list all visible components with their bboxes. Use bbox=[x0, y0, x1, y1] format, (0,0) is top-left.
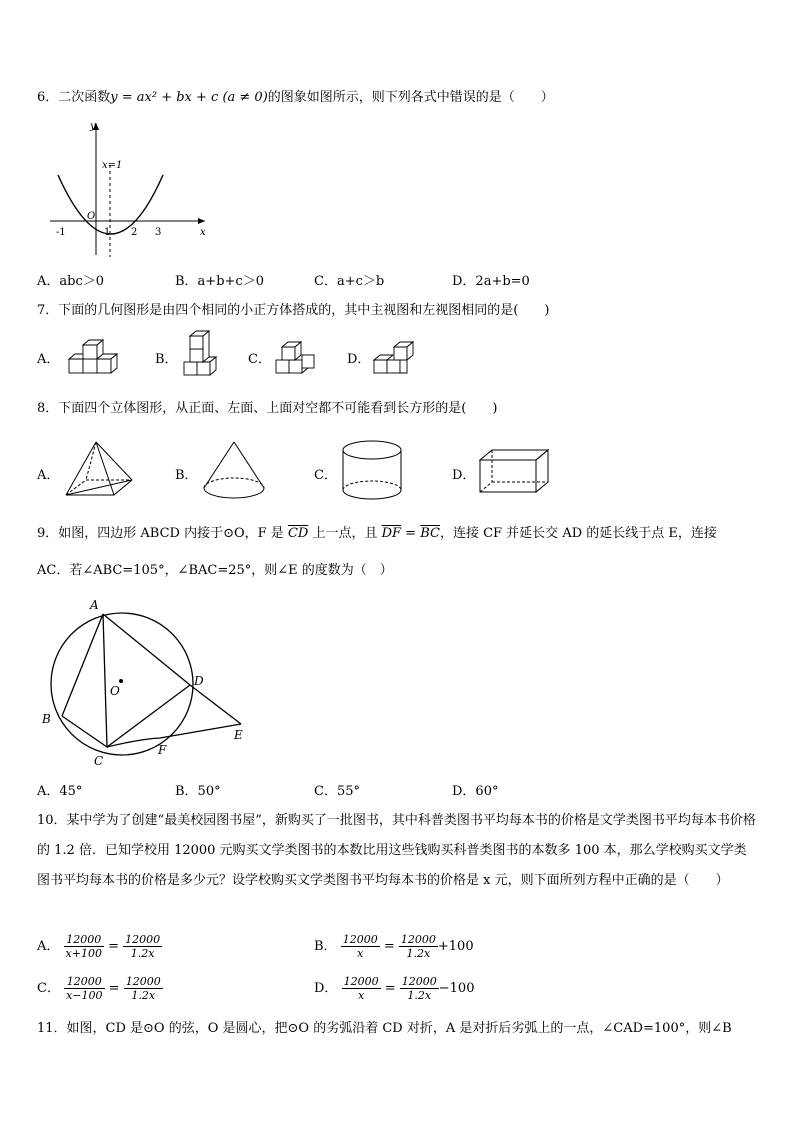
q7-option-c[interactable]: C． bbox=[248, 352, 271, 367]
q7-cubes-a bbox=[67, 339, 123, 377]
q9-label-o: O bbox=[110, 684, 120, 698]
q8-option-a[interactable]: A． bbox=[37, 468, 60, 483]
q10-c-eq: = bbox=[108, 981, 120, 996]
q10-a-eq: = bbox=[108, 939, 119, 954]
q7-option-b[interactable]: B． bbox=[155, 352, 178, 367]
question-11-stem: 11．如图，CD 是⊙O 的弦，O 是圆心，把⊙O 的劣弧沿着 CD 对折，A 是对折后劣弧上的一点，∠CAD=100°，则∠B bbox=[37, 1021, 732, 1036]
q10-d-eq: = bbox=[384, 981, 396, 996]
q8-option-c[interactable]: C． bbox=[314, 468, 337, 483]
q10-b-num1: 12000 bbox=[342, 933, 378, 946]
q9-option-b[interactable]: B．50° bbox=[175, 784, 221, 799]
q9-label-e: E bbox=[234, 728, 243, 742]
q10-b-den1: x bbox=[357, 947, 364, 960]
q10-b-tail: +100 bbox=[437, 939, 474, 954]
q10-c-den2: 1.2x bbox=[131, 989, 156, 1002]
q10-c-den1: x−100 bbox=[66, 989, 103, 1002]
q10-a-num2: 12000 bbox=[125, 933, 161, 946]
graph-tick-neg1: -1 bbox=[56, 227, 66, 238]
q10-b-eq: = bbox=[383, 939, 395, 954]
question-10-stem: 10．某中学为了创建“最美校园图书屋”，新购买了一批图书，其中科普类图书平均每本书的价格是文学类图书平均每本书价格的 1.2 倍．已知学校用 12000 元购买文学类图书的本数比用这些钱购买科普类图书的本数多 100 本，那么学校购买文学类图书平均每本书的价格是多少元？设学校购买文学类图书平均每本书的价格是 x 元，则下面所列方程中正确的是（ ） bbox=[37, 813, 756, 888]
q10-option-d[interactable] bbox=[314, 975, 474, 1002]
q9-circle-figure bbox=[40, 593, 255, 773]
q9-text-a: 9．如图，四边形 ABCD 内接于⊙O，F 是 bbox=[37, 526, 288, 541]
q10-a-label: A． bbox=[37, 939, 60, 954]
q9-arc-df: $\overline{DF}$ bbox=[381, 526, 402, 541]
question-6-stem bbox=[37, 89, 554, 107]
q9-option-d[interactable]: D．60° bbox=[452, 784, 499, 799]
q7-option-a[interactable]: A． bbox=[37, 352, 60, 367]
graph-tick-1: 1 bbox=[104, 227, 111, 238]
q6-option-d[interactable]: D．2a+b=0 bbox=[452, 274, 530, 289]
q10-option-b[interactable] bbox=[314, 933, 474, 960]
q8-cylinder bbox=[340, 438, 404, 502]
q10-b-num2: 12000 bbox=[400, 933, 436, 946]
q9-option-a[interactable]: A．45° bbox=[37, 784, 83, 799]
q9-eq: = bbox=[401, 526, 421, 541]
q7-cubes-b bbox=[180, 330, 220, 380]
q8-pyramid bbox=[64, 440, 136, 500]
q6-suffix: 的图象如图所示，则下列各式中错误的是（ ） bbox=[267, 90, 554, 105]
q6-prefix: 6．二次函数 bbox=[37, 90, 111, 105]
q9-arc-bc: $\overline{BC}$ bbox=[420, 526, 440, 541]
q10-b-den2: 1.2x bbox=[406, 947, 431, 960]
q8-cone bbox=[202, 440, 266, 502]
q9-label-f: F bbox=[158, 743, 167, 757]
q10-d-den1: x bbox=[357, 989, 365, 1002]
q10-option-c[interactable] bbox=[37, 975, 163, 1002]
q10-d-den2: 1.2x bbox=[407, 989, 432, 1002]
parabola-graph bbox=[45, 115, 215, 265]
q6-option-c[interactable]: C．a+c＞b bbox=[314, 274, 385, 289]
question-9-line-2: AC．若∠ABC=105°，∠BAC=25°，则∠E 的度数为（ ） bbox=[37, 563, 393, 578]
q10-b-label: B． bbox=[314, 939, 337, 954]
q10-a-den2: 1.2x bbox=[130, 947, 155, 960]
q9-option-c[interactable]: C．55° bbox=[314, 784, 360, 799]
question-9-line-1 bbox=[37, 525, 717, 543]
q10-option-a[interactable] bbox=[37, 933, 162, 960]
q9-text-c: ，连接 CF 并延长交 AD 的延长线于点 E，连接 bbox=[439, 526, 717, 541]
graph-y-label: y bbox=[90, 121, 96, 132]
question-7-stem: 7．下面的几何图形是由四个相同的小正方体搭成的，其中主视图和左视图相同的是( ) bbox=[37, 303, 550, 318]
q10-d-tail: −100 bbox=[438, 981, 475, 996]
q8-cuboid bbox=[478, 448, 550, 496]
graph-axis-of-symmetry-label: x=1 bbox=[102, 160, 123, 171]
q7-cubes-c bbox=[274, 338, 318, 378]
q7-cubes-d bbox=[372, 338, 420, 378]
q10-a-den1: x+100 bbox=[65, 947, 102, 960]
graph-x-label: x bbox=[200, 227, 206, 238]
q10-c-num1: 12000 bbox=[64, 975, 104, 989]
q9-label-c: C bbox=[94, 754, 104, 768]
q10-c-num2: 12000 bbox=[125, 975, 161, 988]
q10-d-label: D． bbox=[314, 981, 338, 996]
q10-d-num1: 12000 bbox=[343, 975, 379, 988]
q9-label-a: A bbox=[90, 598, 99, 612]
q9-label-b: B bbox=[42, 712, 51, 726]
graph-tick-2: 2 bbox=[131, 227, 138, 238]
q10-d-num2: 12000 bbox=[401, 975, 437, 988]
graph-tick-3: 3 bbox=[155, 227, 162, 238]
q7-option-d[interactable]: D． bbox=[347, 352, 371, 367]
q6-formula: y = ax² + bx + c (a ≠ 0) bbox=[110, 90, 268, 105]
q8-option-b[interactable]: B． bbox=[175, 468, 198, 483]
question-8-stem: 8．下面四个立体图形，从正面、左面、上面对空都不可能看到长方形的是( ) bbox=[37, 401, 498, 416]
q6-option-a[interactable]: A．abc＞0 bbox=[37, 274, 105, 289]
q9-text-b: 上一点，且 bbox=[308, 526, 382, 541]
q6-option-b[interactable]: B．a+b+c＞0 bbox=[175, 274, 264, 289]
graph-origin-label: O bbox=[87, 211, 96, 222]
q10-c-label: C． bbox=[37, 981, 60, 996]
q10-a-num1: 12000 bbox=[64, 933, 104, 947]
q9-arc-cd: $\overline{CD}$ bbox=[287, 526, 309, 541]
q9-label-d: D bbox=[194, 674, 204, 688]
q8-option-d[interactable]: D． bbox=[452, 468, 476, 483]
